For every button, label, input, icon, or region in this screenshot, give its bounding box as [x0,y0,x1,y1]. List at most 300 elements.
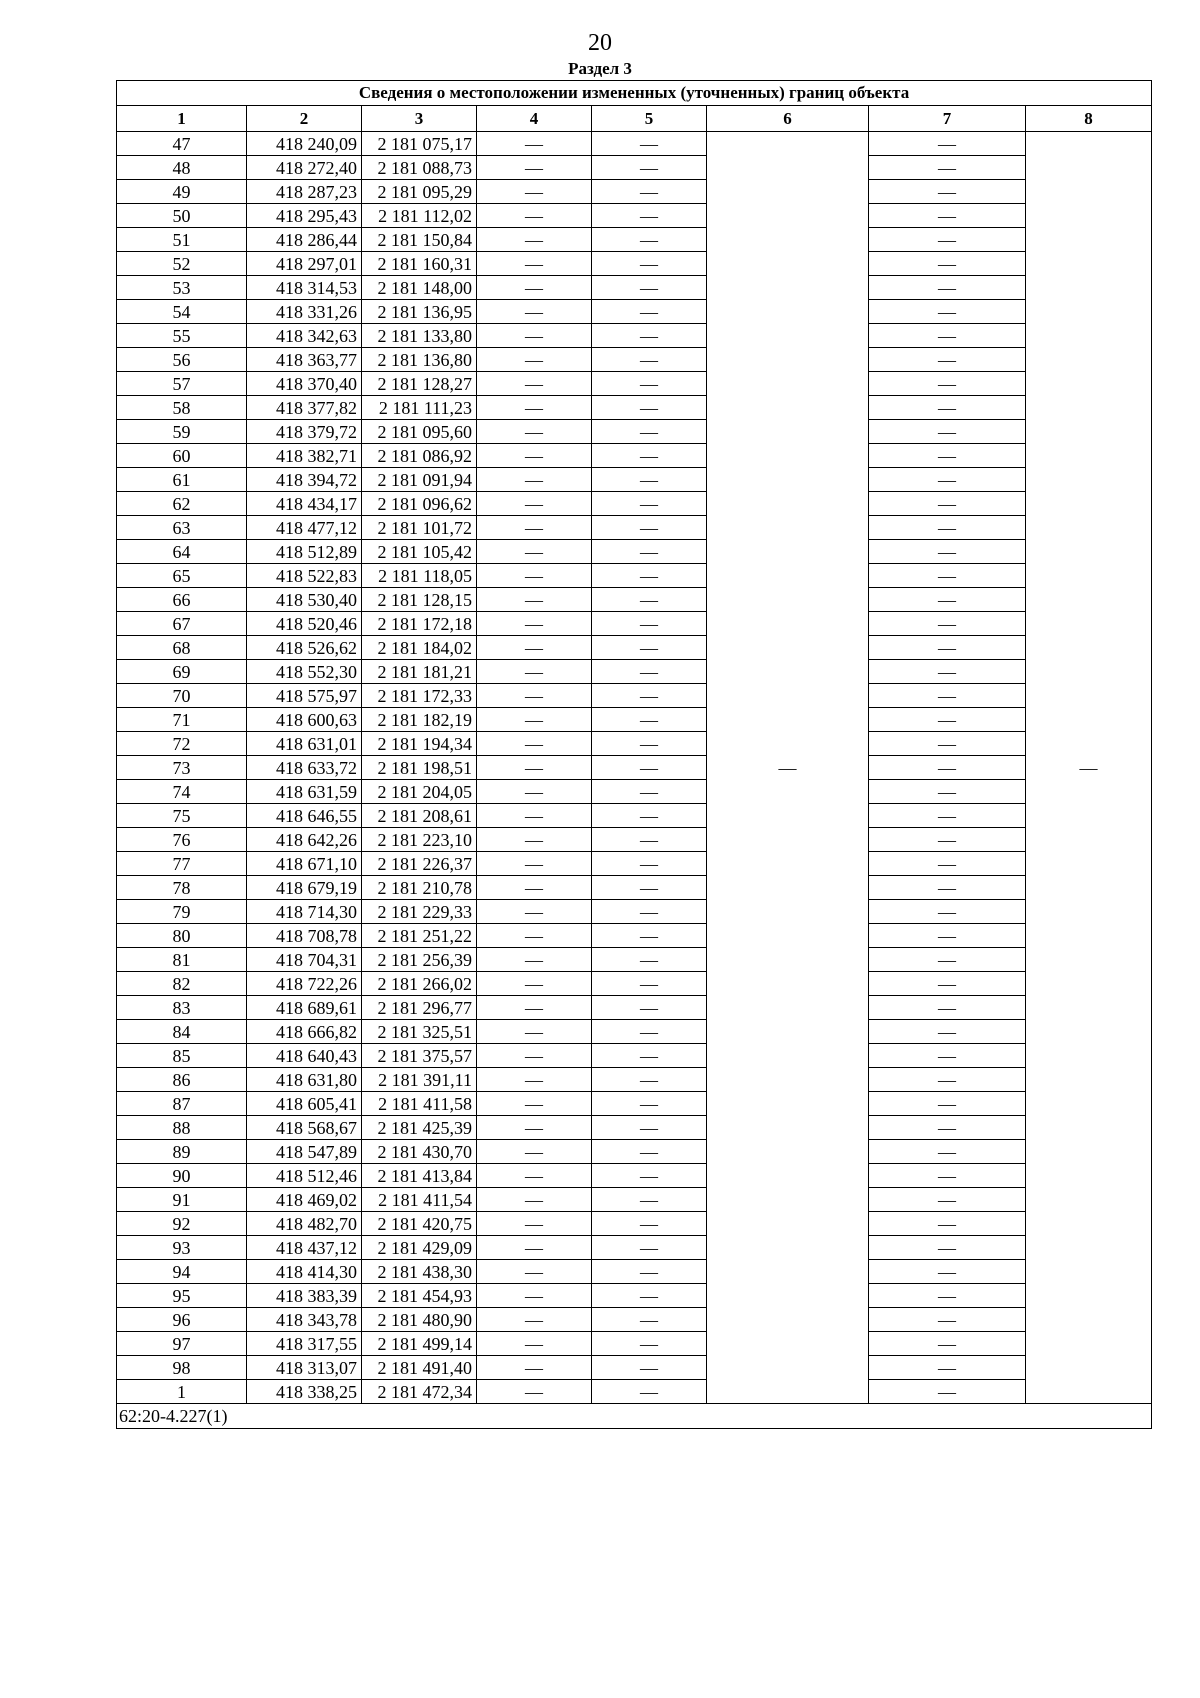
coordinate-y: 2 181 204,05 [362,780,477,804]
column-5-value: — [592,1020,707,1044]
column-4-value: — [477,324,592,348]
table-row [117,852,1152,876]
column-7-value: — [869,756,1026,780]
column-4-value: — [477,1068,592,1092]
coordinate-x: 418 272,40 [247,156,362,180]
table-row [117,156,1152,180]
column-4-value: — [477,1116,592,1140]
coordinate-y: 2 181 172,18 [362,612,477,636]
table-row [117,924,1152,948]
column-4-value: — [477,132,592,156]
point-number: 49 [117,180,247,204]
table-row [117,1380,1152,1404]
coordinate-y: 2 181 111,23 [362,396,477,420]
point-number: 85 [117,1044,247,1068]
coordinate-y: 2 181 425,39 [362,1116,477,1140]
table-row [117,1140,1152,1164]
coordinate-y: 2 181 172,33 [362,684,477,708]
column-4-value: — [477,228,592,252]
column-7-value: — [869,420,1026,444]
table-row [117,1068,1152,1092]
column-7-value: — [869,1092,1026,1116]
column-5-value: — [592,516,707,540]
column-5-value: — [592,732,707,756]
point-number: 79 [117,900,247,924]
coordinate-y: 2 181 095,29 [362,180,477,204]
point-number: 86 [117,1068,247,1092]
coordinate-y: 2 181 375,57 [362,1044,477,1068]
table-row [117,684,1152,708]
column-4-value: — [477,996,592,1020]
table-row [117,780,1152,804]
column-5-value: — [592,1188,707,1212]
column-5-value: — [592,420,707,444]
coordinate-y: 2 181 160,31 [362,252,477,276]
coordinate-x: 418 600,63 [247,708,362,732]
table-row [117,516,1152,540]
table-row [117,1188,1152,1212]
column-5-value: — [592,1332,707,1356]
column-4-value: — [477,1332,592,1356]
column-7-value: — [869,1020,1026,1044]
column-header: 6 [707,106,869,132]
column-5-value: — [592,300,707,324]
point-number: 59 [117,420,247,444]
point-number: 97 [117,1332,247,1356]
point-number: 66 [117,588,247,612]
column-5-value: — [592,324,707,348]
coordinate-x: 418 568,67 [247,1116,362,1140]
column-4-value: — [477,1188,592,1212]
point-number: 93 [117,1236,247,1260]
column-4-value: — [477,708,592,732]
column-4-value: — [477,1236,592,1260]
column-7-value: — [869,204,1026,228]
column-header: 7 [869,106,1026,132]
column-4-value: — [477,372,592,396]
coordinate-y: 2 181 128,15 [362,588,477,612]
coordinate-x: 418 714,30 [247,900,362,924]
point-number: 96 [117,1308,247,1332]
column-4-value: — [477,564,592,588]
column-7-value: — [869,252,1026,276]
column-7-value: — [869,1284,1026,1308]
table-row [117,396,1152,420]
column-5-value: — [592,564,707,588]
column-5-value: — [592,540,707,564]
coordinate-x: 418 342,63 [247,324,362,348]
column-5-value: — [592,900,707,924]
column-7-value: — [869,1236,1026,1260]
column-5-value: — [592,876,707,900]
column-5-value: — [592,588,707,612]
column-7-value: — [869,276,1026,300]
point-number: 47 [117,132,247,156]
coordinate-x: 418 287,23 [247,180,362,204]
coordinate-x: 418 379,72 [247,420,362,444]
column-4-value: — [477,732,592,756]
cadastral-reference: 62:20-4.227(1) [117,1404,1152,1429]
coordinate-x: 418 295,43 [247,204,362,228]
coordinate-x: 418 666,82 [247,1020,362,1044]
coordinate-x: 418 522,83 [247,564,362,588]
column-4-value: — [477,1260,592,1284]
column-4-value: — [477,396,592,420]
coordinate-x: 418 512,46 [247,1164,362,1188]
coordinate-y: 2 181 223,10 [362,828,477,852]
column-4-value: — [477,516,592,540]
column-header: 4 [477,106,592,132]
column-5-value: — [592,492,707,516]
column-5-value: — [592,684,707,708]
column-7-value: — [869,900,1026,924]
point-number: 74 [117,780,247,804]
coordinate-x: 418 552,30 [247,660,362,684]
point-number: 64 [117,540,247,564]
column-4-value: — [477,1092,592,1116]
column-7-value: — [869,516,1026,540]
coordinate-x: 418 526,62 [247,636,362,660]
column-7-value: — [869,876,1026,900]
column-header: 3 [362,106,477,132]
point-number: 83 [117,996,247,1020]
coordinate-x: 418 437,12 [247,1236,362,1260]
column-7-value: — [869,540,1026,564]
table-row [117,996,1152,1020]
point-number: 91 [117,1188,247,1212]
coordinate-x: 418 394,72 [247,468,362,492]
column-4-value: — [477,1308,592,1332]
point-number: 55 [117,324,247,348]
coordinate-y: 2 181 101,72 [362,516,477,540]
column-5-value: — [592,252,707,276]
column-7-value: — [869,708,1026,732]
column-7-value: — [869,180,1026,204]
coordinate-y: 2 181 251,22 [362,924,477,948]
coordinate-x: 418 286,44 [247,228,362,252]
coordinate-y: 2 181 096,62 [362,492,477,516]
column-7-value: — [869,780,1026,804]
point-number: 87 [117,1092,247,1116]
point-number: 68 [117,636,247,660]
column-7-value: — [869,156,1026,180]
coordinate-x: 418 640,43 [247,1044,362,1068]
coordinate-y: 2 181 411,58 [362,1092,477,1116]
coordinate-x: 418 520,46 [247,612,362,636]
column-5-value: — [592,612,707,636]
coordinate-y: 2 181 148,00 [362,276,477,300]
column-7-value: — [869,444,1026,468]
coordinate-y: 2 181 136,95 [362,300,477,324]
table-row [117,372,1152,396]
coordinate-x: 418 383,39 [247,1284,362,1308]
column-7-value: — [869,804,1026,828]
point-number: 90 [117,1164,247,1188]
point-number: 48 [117,156,247,180]
point-number: 61 [117,468,247,492]
column-4-value: — [477,924,592,948]
point-number: 76 [117,828,247,852]
column-4-value: — [477,492,592,516]
column-4-value: — [477,804,592,828]
column-7-value: — [869,1140,1026,1164]
column-4-value: — [477,1380,592,1404]
table-row [117,636,1152,660]
column-5-value: — [592,372,707,396]
coordinate-x: 418 631,01 [247,732,362,756]
table-row [117,1212,1152,1236]
table-row [117,324,1152,348]
column-5-value: — [592,852,707,876]
column-4-value: — [477,540,592,564]
column-4-value: — [477,348,592,372]
coordinate-y: 2 181 182,19 [362,708,477,732]
coordinate-x: 418 363,77 [247,348,362,372]
column-header: 8 [1026,106,1152,132]
column-5-value: — [592,1356,707,1380]
coordinate-y: 2 181 210,78 [362,876,477,900]
table-row [117,828,1152,852]
column-4-value: — [477,636,592,660]
point-number: 72 [117,732,247,756]
column-4-value: — [477,1044,592,1068]
column-4-value: — [477,444,592,468]
column-4-value: — [477,180,592,204]
point-number: 77 [117,852,247,876]
table-row [117,276,1152,300]
coordinate-x: 418 642,26 [247,828,362,852]
table-title: Сведения о местоположении измененных (уточненных) границ объекта [117,81,1152,106]
column-7-value: — [869,132,1026,156]
column-7-value: — [869,684,1026,708]
column-5-value: — [592,204,707,228]
point-number: 51 [117,228,247,252]
coordinate-x: 418 331,26 [247,300,362,324]
column-7-value: — [869,1188,1026,1212]
column-8-merged-value: — [1026,132,1152,1404]
point-number: 95 [117,1284,247,1308]
coordinate-x: 418 708,78 [247,924,362,948]
column-7-value: — [869,972,1026,996]
column-5-value: — [592,444,707,468]
column-5-value: — [592,1236,707,1260]
column-4-value: — [477,756,592,780]
column-4-value: — [477,660,592,684]
point-number: 67 [117,612,247,636]
point-number: 56 [117,348,247,372]
column-7-value: — [869,948,1026,972]
point-number: 73 [117,756,247,780]
table-row [117,876,1152,900]
column-7-value: — [869,300,1026,324]
table-footer-row [117,1404,1152,1429]
table-row [117,1260,1152,1284]
coordinate-y: 2 181 229,33 [362,900,477,924]
column-7-value: — [869,612,1026,636]
coordinate-x: 418 477,12 [247,516,362,540]
column-5-value: — [592,948,707,972]
column-4-value: — [477,1020,592,1044]
point-number: 80 [117,924,247,948]
column-4-value: — [477,156,592,180]
point-number: 81 [117,948,247,972]
table-row [117,756,1152,780]
coordinate-y: 2 181 075,17 [362,132,477,156]
column-5-value: — [592,804,707,828]
coordinate-y: 2 181 454,93 [362,1284,477,1308]
point-number: 53 [117,276,247,300]
coordinate-x: 418 679,19 [247,876,362,900]
column-header: 2 [247,106,362,132]
coordinate-x: 418 689,61 [247,996,362,1020]
coordinate-y: 2 181 472,34 [362,1380,477,1404]
table-row [117,1284,1152,1308]
coordinate-y: 2 181 391,11 [362,1068,477,1092]
point-number: 71 [117,708,247,732]
column-5-value: — [592,1308,707,1332]
column-5-value: — [592,708,707,732]
coordinate-x: 418 722,26 [247,972,362,996]
column-5-value: — [592,660,707,684]
column-4-value: — [477,972,592,996]
table-row [117,540,1152,564]
coordinate-x: 418 646,55 [247,804,362,828]
column-5-value: — [592,636,707,660]
coordinate-x: 418 671,10 [247,852,362,876]
column-4-value: — [477,876,592,900]
coordinate-y: 2 181 086,92 [362,444,477,468]
point-number: 88 [117,1116,247,1140]
point-number: 98 [117,1356,247,1380]
table-row [117,708,1152,732]
column-4-value: — [477,900,592,924]
table-row [117,900,1152,924]
column-4-value: — [477,1212,592,1236]
coordinate-y: 2 181 411,54 [362,1188,477,1212]
column-4-value: — [477,828,592,852]
coordinate-y: 2 181 420,75 [362,1212,477,1236]
coordinate-y: 2 181 095,60 [362,420,477,444]
coordinates-table [116,80,1152,1429]
table-row [117,804,1152,828]
column-7-value: — [869,492,1026,516]
coordinate-x: 418 482,70 [247,1212,362,1236]
column-7-value: — [869,924,1026,948]
table-body [117,132,1152,1404]
column-5-value: — [592,1068,707,1092]
table-row [117,420,1152,444]
column-7-value: — [869,732,1026,756]
point-number: 70 [117,684,247,708]
column-4-value: — [477,1284,592,1308]
column-4-value: — [477,300,592,324]
column-header: 1 [117,106,247,132]
table-row [117,300,1152,324]
column-5-value: — [592,348,707,372]
coordinate-y: 2 181 128,27 [362,372,477,396]
column-7-value: — [869,1380,1026,1404]
coordinate-x: 418 631,59 [247,780,362,804]
coordinate-x: 418 633,72 [247,756,362,780]
point-number: 54 [117,300,247,324]
column-6-merged-value: — [707,132,869,1404]
column-4-value: — [477,780,592,804]
column-4-value: — [477,468,592,492]
point-number: 57 [117,372,247,396]
column-4-value: — [477,252,592,276]
column-7-value: — [869,588,1026,612]
coordinate-y: 2 181 194,34 [362,732,477,756]
coordinate-y: 2 181 091,94 [362,468,477,492]
point-number: 50 [117,204,247,228]
coordinate-y: 2 181 429,09 [362,1236,477,1260]
coordinate-y: 2 181 198,51 [362,756,477,780]
column-5-value: — [592,1284,707,1308]
table-row [117,348,1152,372]
column-5-value: — [592,1260,707,1284]
table-row [117,564,1152,588]
coordinate-x: 418 297,01 [247,252,362,276]
table-row [117,228,1152,252]
column-7-value: — [869,372,1026,396]
coordinate-x: 418 317,55 [247,1332,362,1356]
point-number: 78 [117,876,247,900]
column-7-value: — [869,396,1026,420]
point-number: 82 [117,972,247,996]
column-7-value: — [869,996,1026,1020]
column-5-value: — [592,468,707,492]
column-4-value: — [477,684,592,708]
table-row [117,1116,1152,1140]
table-row [117,1356,1152,1380]
column-5-value: — [592,924,707,948]
table-row [117,1164,1152,1188]
table-row [117,492,1152,516]
coordinate-y: 2 181 499,14 [362,1332,477,1356]
column-5-value: — [592,396,707,420]
column-4-value: — [477,852,592,876]
coordinate-y: 2 181 181,21 [362,660,477,684]
column-5-value: — [592,996,707,1020]
column-4-value: — [477,948,592,972]
coordinate-y: 2 181 105,42 [362,540,477,564]
column-4-value: — [477,588,592,612]
coordinate-y: 2 181 226,37 [362,852,477,876]
table-row [117,132,1152,156]
coordinate-x: 418 605,41 [247,1092,362,1116]
point-number: 52 [117,252,247,276]
coordinate-y: 2 181 133,80 [362,324,477,348]
column-7-value: — [869,1068,1026,1092]
column-4-value: — [477,420,592,444]
column-7-value: — [869,1212,1026,1236]
column-7-value: — [869,564,1026,588]
coordinate-x: 418 343,78 [247,1308,362,1332]
table-row [117,732,1152,756]
table-row [117,1308,1152,1332]
column-5-value: — [592,828,707,852]
column-5-value: — [592,180,707,204]
table-row [117,444,1152,468]
column-7-value: — [869,1260,1026,1284]
table-row [117,204,1152,228]
column-5-value: — [592,1116,707,1140]
coordinate-x: 418 338,25 [247,1380,362,1404]
page-number: 20 [588,30,612,56]
coordinate-y: 2 181 266,02 [362,972,477,996]
coordinate-y: 2 181 296,77 [362,996,477,1020]
column-7-value: — [869,636,1026,660]
